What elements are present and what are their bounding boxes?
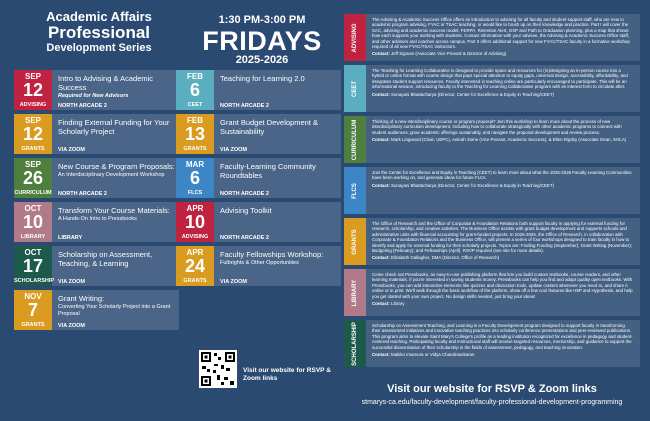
series-title bbox=[14, 10, 184, 54]
program-description bbox=[372, 221, 634, 261]
program-description bbox=[372, 68, 634, 97]
event-title: Grant Budget Development & Sustainability bbox=[220, 118, 318, 136]
contact-label: Contact: bbox=[372, 137, 390, 143]
event-month: APR bbox=[186, 248, 204, 257]
program-contact bbox=[372, 301, 634, 306]
event-category: GRANTS bbox=[176, 144, 214, 154]
program-text: Scholarship on Assessment Teaching, and Learning is a Faculty Development program designed to support faculty in transforming their assessment initiatives and innovative teaching practices into scholarly conference presentations and peer-reviewed publications. This program aims to elevate Saint Mary's College's profile as a leading institution recognized for excellence in pedagogy and student-centered teaching. Participating faculty and instructional staff will receive targeted resources, mentorship, and guidance to support the successful dissemination of their scholarship in the fields of assessment, pedagogy, and teaching innovation. bbox=[372, 323, 633, 350]
event-title-block bbox=[220, 118, 338, 136]
event-title: Finding External Funding for Your Scholarly Project bbox=[58, 118, 170, 136]
program-description bbox=[372, 119, 634, 143]
event-day: 24 bbox=[184, 256, 206, 276]
event-title-block bbox=[58, 74, 176, 100]
event-location: VIA ZOOM bbox=[220, 279, 247, 285]
event-card bbox=[176, 158, 341, 198]
title-line-1: Academic Affairs bbox=[46, 9, 152, 24]
event-date bbox=[14, 202, 52, 233]
event-month: FEB bbox=[187, 116, 203, 125]
qr-caption: Visit our website for RSVP & Zoom links bbox=[243, 367, 331, 382]
event-location: NORTH ARCADE 2 bbox=[220, 103, 269, 109]
program-row bbox=[344, 218, 640, 265]
event-day: 17 bbox=[22, 256, 44, 276]
event-location: VIA ZOOM bbox=[58, 147, 85, 153]
program-contact bbox=[372, 352, 634, 357]
program-tab-label: SCHOLARSHIP bbox=[352, 321, 358, 366]
event-date bbox=[176, 246, 214, 277]
event-title: Teaching for Learning 2.0 bbox=[220, 74, 305, 83]
program-tab-label: ADVISING bbox=[352, 22, 358, 53]
program-row bbox=[344, 320, 640, 367]
contact-label: Contact: bbox=[372, 301, 390, 307]
event-day: 6 bbox=[189, 168, 200, 188]
event-date bbox=[14, 114, 52, 145]
program-row bbox=[344, 167, 640, 214]
title-line-2: Professional bbox=[47, 23, 151, 42]
event-date bbox=[176, 158, 214, 189]
event-title-block bbox=[58, 250, 176, 268]
event-title-block bbox=[58, 162, 176, 179]
event-location: NORTH ARCADE 2 bbox=[220, 191, 269, 197]
event-card bbox=[176, 246, 341, 286]
event-day: 26 bbox=[22, 168, 44, 188]
program-text: Come check out Pressbooks, an easy-to-use publishing platform that lets you build custom textbooks, course readers, and other learning materials. If you're interested in saving students money, Pressbooks can help you find and adapt quality open textbooks. With Pressbooks, you can add interactive elements like quizzes and discussion tools, update content whenever you need to, and share it online or in print. We'll walk through the basic workflow of the platform, show off a few cool features like H5P and Hypothesis, and help you get started with your own project. No design skills needed, just bring your ideas! bbox=[372, 272, 633, 299]
program-tab bbox=[344, 65, 366, 112]
event-date bbox=[176, 202, 214, 233]
event-card bbox=[14, 202, 179, 242]
event-month: NOV bbox=[24, 292, 42, 301]
event-title: New Course & Program Proposals: bbox=[58, 162, 175, 171]
event-month: SEP bbox=[24, 72, 41, 81]
event-day: 10 bbox=[22, 212, 44, 232]
program-row bbox=[344, 65, 640, 112]
event-month: SEP bbox=[24, 160, 41, 169]
program-description bbox=[372, 323, 634, 357]
contact-name: Elizabeth Gallagher, DMA (Director, Office of Research) bbox=[391, 255, 500, 261]
program-contact bbox=[372, 255, 634, 260]
event-title-block bbox=[58, 206, 176, 223]
event-day: 10 bbox=[184, 212, 206, 232]
program-tab-label: CURRICULUM bbox=[352, 119, 358, 160]
event-subtitle: Converting Your Scholarly Project into a Grant Proposal bbox=[58, 304, 171, 317]
contact-label: Contact: bbox=[372, 51, 390, 57]
event-date bbox=[14, 70, 52, 101]
rsvp-call-to-action: Visit our website for RSVP & Zoom links bbox=[387, 383, 597, 395]
program-row bbox=[344, 14, 640, 61]
event-day: 12 bbox=[22, 80, 44, 100]
event-category: ADVISING bbox=[14, 100, 52, 110]
contact-label: Contact: bbox=[372, 91, 390, 97]
academic-year: 2025-2026 bbox=[235, 54, 289, 66]
program-contact bbox=[372, 137, 634, 142]
event-title: Transform Your Course Materials: bbox=[58, 206, 170, 215]
event-note: Required for New Advisors bbox=[58, 93, 129, 99]
program-descriptions bbox=[344, 14, 640, 371]
event-location: NORTH ARCADE 2 bbox=[220, 235, 269, 241]
contact-name: Library bbox=[391, 301, 405, 307]
event-day: 12 bbox=[22, 124, 44, 144]
event-date bbox=[14, 158, 52, 189]
event-card bbox=[14, 114, 179, 154]
event-card bbox=[14, 290, 179, 330]
program-tab-label: CEET bbox=[352, 80, 358, 97]
event-subtitle: An Interdisciplinary Development Workshop bbox=[58, 172, 165, 178]
event-card bbox=[14, 246, 179, 286]
event-title-block bbox=[220, 74, 338, 83]
title-line-3: Development Series bbox=[46, 42, 152, 54]
event-title-block bbox=[58, 118, 176, 136]
contact-name: Jeff Sigman (Associate Vice Provost & Director of Advising) bbox=[391, 51, 507, 57]
event-category: ADVISING bbox=[176, 232, 214, 242]
contact-label: Contact: bbox=[372, 255, 390, 261]
program-contact bbox=[372, 51, 634, 56]
event-day: 7 bbox=[27, 300, 38, 320]
event-category: GRANTS bbox=[176, 276, 214, 286]
program-row bbox=[344, 269, 640, 316]
event-location: VIA ZOOM bbox=[58, 323, 85, 329]
program-contact bbox=[372, 92, 634, 97]
program-tab bbox=[344, 269, 366, 316]
event-location: NORTH ARCADE 2 bbox=[58, 103, 107, 109]
event-date bbox=[14, 290, 52, 321]
event-title: Intro to Advising & Academic Success bbox=[58, 74, 154, 92]
event-category: GRANTS bbox=[14, 320, 52, 330]
program-row bbox=[344, 116, 640, 163]
event-title: Advising Toolkit bbox=[220, 206, 272, 215]
program-contact bbox=[372, 183, 634, 188]
event-location: NORTH ARCADE 2 bbox=[58, 191, 107, 197]
program-tab bbox=[344, 218, 366, 265]
event-category: CURRICULUM bbox=[14, 190, 52, 196]
event-date bbox=[176, 70, 214, 101]
event-card bbox=[176, 70, 341, 110]
event-day: 13 bbox=[184, 124, 206, 144]
event-subtitle: Fulbrights & Other Opportunities bbox=[220, 260, 299, 266]
program-tab-label: LIBRARY bbox=[352, 279, 358, 306]
program-description bbox=[372, 17, 634, 57]
event-month: FEB bbox=[187, 72, 203, 81]
qr-code[interactable] bbox=[199, 350, 237, 388]
program-text: Thinking of a new interdisciplinary course or program proposal? Join this workshop to learn more about the process of new interdisciplinary curriculum development, including how to collaborate strategically with other academic programs to connect with student audiences, grow academic offerings sustainably, and navigate the proposal development and review process. bbox=[372, 119, 622, 135]
event-title-block bbox=[220, 250, 338, 267]
time-range: 1:30 PM-3:00 PM bbox=[218, 14, 306, 26]
event-title-block bbox=[220, 206, 338, 215]
program-tab-label: GRANTS bbox=[352, 228, 358, 255]
event-date bbox=[176, 114, 214, 145]
event-day: 6 bbox=[189, 80, 200, 100]
program-text: Join the Center for Excellence and Equity in Teaching (CEET) to learn more about what the 2025-2026 Faculty Learning Communities have been working on, and generate ideas for future FLCs. bbox=[372, 170, 632, 181]
event-title-block bbox=[220, 162, 338, 180]
event-category: SCHOLARSHIP bbox=[14, 278, 55, 284]
website-link[interactable]: stmarys-ca.edu/faculty-development/faculty-professional-development-programming bbox=[361, 399, 623, 406]
program-tab bbox=[344, 167, 366, 214]
event-category: CEET bbox=[176, 100, 214, 110]
event-month: OCT bbox=[24, 204, 42, 213]
program-text: The Advising & Academic Success Office offers an introduction to advising for all faculty and student support staff, who are new to academic program advising, FYAC or TSAC teaching, or would like to brush up on their knowledge and practice. Part I will cover the SAC, advising and academic success model, FERPA, Retention Alert, GXP and Path to Graduation planning, plus a map that shows how each supports your working with students. Contact information with your advisee, the Advising & Academic Success Office staff, and other advisors and coaches across campus. Part II offers additional support for new FYAC/TSAC faculty in a formative workshop required of all new FYAC/TSAC instructors. bbox=[372, 17, 630, 50]
event-card bbox=[176, 114, 341, 154]
event-date bbox=[14, 246, 52, 277]
event-month: OCT bbox=[24, 248, 42, 257]
event-month: MAR bbox=[185, 160, 205, 169]
event-title: Grant Writing: bbox=[58, 294, 105, 303]
program-text: The Teaching for Learning Collaborative is designed to provide space and resources for (re)designing an in-person course into a hybrid or online format with course design that pays special attention to equity gaps, universal design, accessibility, affordability, and integrates student support resources. Faculty interested in teaching online are particularly encouraged to participate. This will be an informational session, introducing faculty to the Teaching for Learning Collaborative program with an interest form to circulate after. bbox=[372, 68, 628, 90]
program-text: The Office of Research and the Office of Corporate & Foundation Relations both support faculty in applying for external funding for research, scholarship, and creative activities. The Business Office assists with grant budget development and supports schools and administrative units with financial accounting for grant-funded projects. In 2025-2026, the Office of Research, in collaboration with Corporate & Foundation Relations and the Business Office, will present a series of four workshops designed to train faculty in how to identify and apply for external funding for their scholarly projects. Topics are: Finding Funding (September); Grant Writing (November); Budgeting (February); and Fellowships (April). RSVP required (see site for more details). bbox=[372, 221, 632, 254]
contact-name: Sunayani Bhattacharya (Director, Center for Excellence & Equity in Teaching/CEET) bbox=[391, 182, 554, 188]
program-tab bbox=[344, 320, 366, 367]
program-description bbox=[372, 170, 634, 188]
event-title: Faculty Fellowships Workshop: bbox=[220, 250, 324, 259]
event-location: VIA ZOOM bbox=[220, 147, 247, 153]
event-card bbox=[14, 158, 179, 198]
event-month: SEP bbox=[24, 116, 41, 125]
contact-name: Makiko Imamura or Vidya Chandrasekaran bbox=[391, 352, 475, 358]
event-month: APR bbox=[186, 204, 204, 213]
event-card bbox=[176, 202, 341, 242]
event-title: Faculty-Learning Community Roundtables bbox=[220, 162, 316, 180]
fridays-heading: FRIDAYS bbox=[202, 26, 322, 56]
contact-name: Mark Lingwood (Chair, UEPC), Aeleah Soine (Vice Provost, Academic Success), & Ellen Rigsby (Associate Dean, SOLA) bbox=[391, 137, 627, 143]
event-card bbox=[14, 70, 179, 110]
event-location: VIA ZOOM bbox=[58, 279, 85, 285]
contact-label: Contact: bbox=[372, 352, 390, 358]
event-title-block bbox=[58, 294, 176, 318]
program-tab-label: FLCS bbox=[352, 182, 358, 199]
event-subtitle: A Hands-On Intro to Pressbooks bbox=[58, 216, 137, 222]
event-location: LIBRARY bbox=[58, 235, 83, 241]
program-tab bbox=[344, 116, 366, 163]
contact-name: Sunayani Bhattacharya (Director, Center for Excellence & Equity in Teaching/CEET) bbox=[391, 91, 554, 97]
event-category: GRANTS bbox=[14, 144, 52, 154]
event-category: FLCS bbox=[176, 188, 214, 198]
event-category: LIBRARY bbox=[14, 232, 52, 242]
program-tab bbox=[344, 14, 366, 61]
contact-label: Contact: bbox=[372, 182, 390, 188]
program-description bbox=[372, 272, 634, 306]
event-title: Scholarship on Assessment, Teaching, & Learning bbox=[58, 250, 153, 268]
